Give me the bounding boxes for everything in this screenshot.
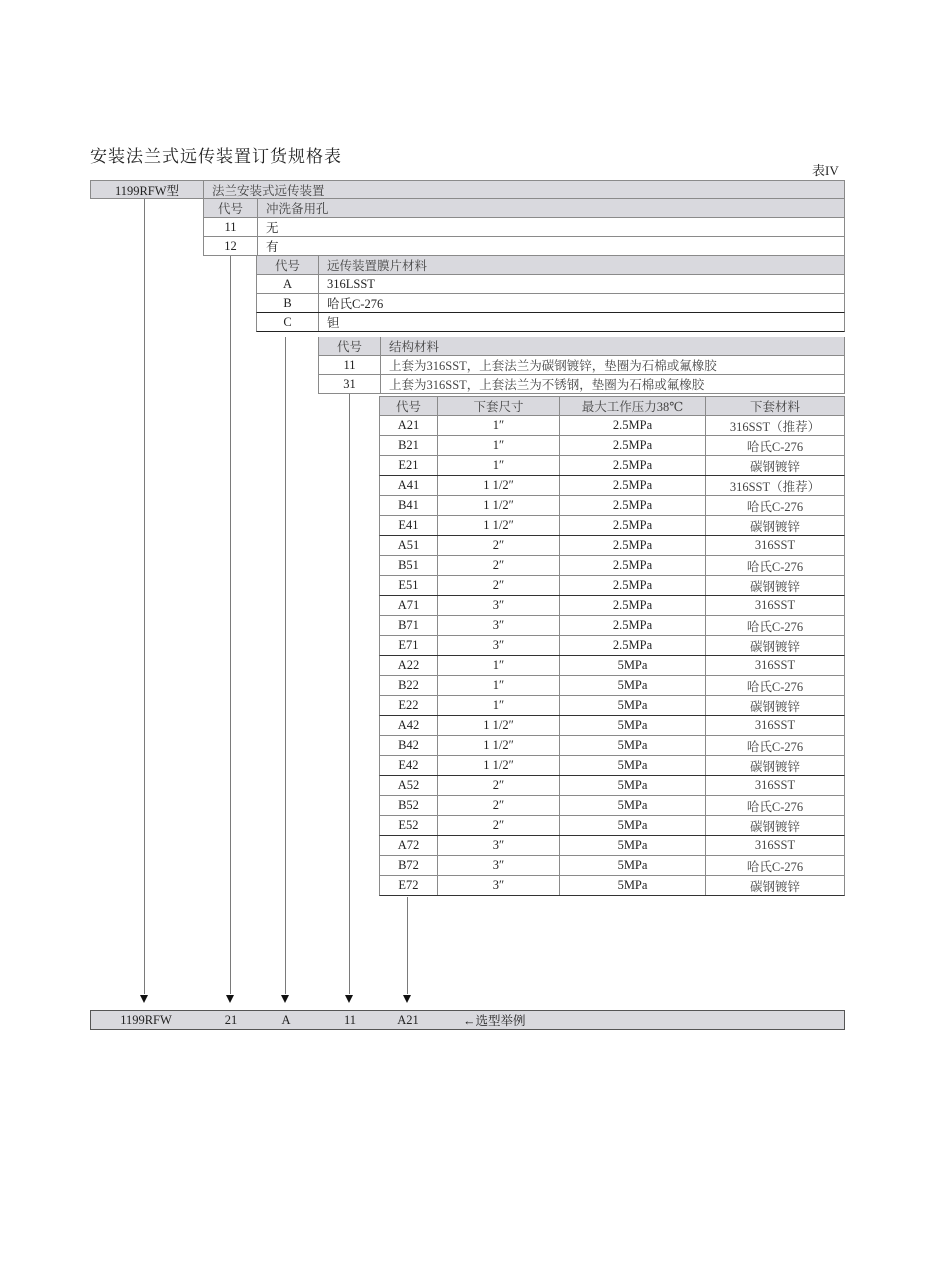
row-pressure: 2.5MPa: [560, 556, 706, 575]
row-code: E21: [380, 456, 438, 475]
arrow-down-icon: [281, 995, 289, 1003]
row-size: 1 1/2″: [438, 736, 560, 755]
example-model: 1199RFW: [120, 1012, 172, 1027]
row-material: 碳钢镀锌: [749, 759, 800, 774]
table-row: [379, 536, 845, 556]
row-material: 316SST（推荐）: [729, 419, 821, 434]
flush-port-header: [203, 199, 845, 218]
arrow-down-icon: [140, 995, 148, 1003]
row-code: B52: [380, 796, 438, 815]
diaphragm-option: [256, 275, 845, 294]
row-pressure: 2.5MPa: [560, 456, 706, 475]
row-material: 哈氏C-276: [746, 439, 804, 454]
flush-port-option: [203, 237, 845, 256]
model-description: 法兰安装式远传装置: [212, 183, 325, 198]
row-material: 碳钢镀锌: [749, 459, 800, 474]
row-size: 1″: [438, 676, 560, 695]
flush-port-label-header: 冲洗备用孔: [266, 202, 329, 216]
option-label: 上套为316SST，上套法兰为碳钢镀锌，垫圈为石棉或氟橡胶: [389, 359, 717, 373]
row-material: 碳钢镀锌: [749, 639, 800, 654]
row-material: 316SST: [754, 778, 796, 792]
diaphragm-code-header: 代号: [257, 256, 319, 274]
row-size: 1″: [438, 416, 560, 435]
table-row: [379, 516, 845, 536]
table-row: [379, 636, 845, 656]
tree-line-model: [144, 199, 145, 994]
row-size: 2″: [438, 796, 560, 815]
row-material: 316SST（推荐）: [729, 479, 821, 494]
table-row: [379, 696, 845, 716]
row-pressure: 5MPa: [560, 816, 706, 835]
tree-line-structure: [349, 394, 350, 994]
header-size: 下套尺寸: [438, 397, 560, 415]
lower-housing-table: [379, 396, 845, 896]
structure-option: [318, 375, 845, 394]
row-material: 碳钢镀锌: [749, 879, 800, 894]
row-size: 1 1/2″: [438, 476, 560, 495]
row-code: B41: [380, 496, 438, 515]
row-pressure: 2.5MPa: [560, 636, 706, 655]
row-code: E51: [380, 576, 438, 595]
row-size: 1″: [438, 456, 560, 475]
row-pressure: 5MPa: [560, 736, 706, 755]
row-material: 哈氏C-276: [746, 799, 804, 814]
arrow-down-icon: [345, 995, 353, 1003]
flush-port-code-header: 代号: [204, 199, 258, 217]
row-size: 3″: [438, 596, 560, 615]
row-pressure: 2.5MPa: [560, 436, 706, 455]
option-label: 316LSST: [327, 276, 375, 291]
table-row: [379, 656, 845, 676]
row-pressure: 5MPa: [560, 876, 706, 895]
table-row: [379, 676, 845, 696]
selection-example-row: [90, 1010, 845, 1030]
row-code: E41: [380, 516, 438, 535]
option-label: 无: [266, 221, 279, 235]
structure-header: [318, 337, 845, 356]
example-label: ←选型举例: [463, 1014, 526, 1028]
row-pressure: 2.5MPa: [560, 596, 706, 615]
row-code: E42: [380, 756, 438, 775]
arrow-down-icon: [226, 995, 234, 1003]
option-label: 钽: [327, 316, 340, 330]
row-size: 3″: [438, 636, 560, 655]
row-code: E52: [380, 816, 438, 835]
row-material: 316SST: [754, 838, 796, 852]
row-pressure: 2.5MPa: [560, 576, 706, 595]
table-id: 表IV: [812, 163, 839, 178]
structure-code-header: 代号: [319, 337, 381, 355]
option-code: A: [257, 275, 319, 293]
row-code: A42: [380, 716, 438, 735]
row-pressure: 5MPa: [560, 796, 706, 815]
table-row: [379, 436, 845, 456]
table-row: [379, 576, 845, 596]
row-code: E71: [380, 636, 438, 655]
option-code: 31: [319, 375, 381, 393]
row-pressure: 5MPa: [560, 696, 706, 715]
diaphragm-label-header: 远传装置膜片材料: [327, 259, 428, 273]
row-code: B42: [380, 736, 438, 755]
table-row: [379, 416, 845, 436]
row-material: 碳钢镀锌: [749, 819, 800, 834]
table-row: [379, 756, 845, 776]
table-row: [379, 616, 845, 636]
row-material: 316SST: [754, 598, 796, 612]
row-pressure: 2.5MPa: [560, 616, 706, 635]
table-row: [379, 736, 845, 756]
table-row: [379, 596, 845, 616]
row-code: B51: [380, 556, 438, 575]
row-material: 316SST: [754, 718, 796, 732]
diaphragm-option: [256, 294, 845, 313]
row-material: 碳钢镀锌: [749, 519, 800, 534]
row-size: 2″: [438, 556, 560, 575]
row-code: A71: [380, 596, 438, 615]
option-code: B: [257, 294, 319, 312]
tree-line-flush-port: [230, 256, 231, 994]
row-pressure: 2.5MPa: [560, 536, 706, 555]
header-pressure: 最大工作压力38℃: [560, 397, 706, 415]
row-size: 2″: [438, 536, 560, 555]
row-code: B21: [380, 436, 438, 455]
row-code: A21: [380, 416, 438, 435]
option-label: 有: [266, 240, 279, 254]
row-material: 碳钢镀锌: [749, 699, 800, 714]
row-pressure: 2.5MPa: [560, 476, 706, 495]
option-code: C: [257, 313, 319, 331]
row-pressure: 5MPa: [560, 716, 706, 735]
row-pressure: 5MPa: [560, 676, 706, 695]
row-pressure: 5MPa: [560, 756, 706, 775]
row-size: 3″: [438, 616, 560, 635]
example-flush-port: 21: [224, 1012, 238, 1027]
row-pressure: 5MPa: [560, 656, 706, 675]
table-row: [379, 856, 845, 876]
option-code: 12: [204, 237, 258, 255]
table-row: [379, 476, 845, 496]
table-row: [379, 456, 845, 476]
row-code: A72: [380, 836, 438, 855]
row-code: A52: [380, 776, 438, 795]
table-row: [379, 816, 845, 836]
row-material: 316SST: [754, 658, 796, 672]
header-material: 下套材料: [749, 400, 800, 414]
tree-line-lower: [407, 897, 408, 994]
row-material: 哈氏C-276: [746, 619, 804, 634]
row-material: 哈氏C-276: [746, 559, 804, 574]
row-material: 碳钢镀锌: [749, 579, 800, 594]
row-size: 3″: [438, 876, 560, 895]
diaphragm-header: [256, 256, 845, 275]
example-lower: A21: [397, 1012, 419, 1027]
row-size: 1″: [438, 436, 560, 455]
model-row: [90, 180, 845, 199]
row-material: 哈氏C-276: [746, 679, 804, 694]
row-material: 哈氏C-276: [746, 859, 804, 874]
option-code: 11: [319, 356, 381, 374]
row-pressure: 2.5MPa: [560, 496, 706, 515]
row-code: A51: [380, 536, 438, 555]
example-diaphragm: A: [281, 1012, 291, 1027]
row-pressure: 5MPa: [560, 836, 706, 855]
option-label: 哈氏C-276: [327, 297, 384, 311]
row-code: B71: [380, 616, 438, 635]
structure-option: [318, 356, 845, 375]
table-row: [379, 836, 845, 856]
header-code: 代号: [380, 397, 438, 415]
row-code: A22: [380, 656, 438, 675]
row-size: 1 1/2″: [438, 516, 560, 535]
row-size: 1″: [438, 656, 560, 675]
option-code: 11: [204, 218, 258, 236]
row-size: 1 1/2″: [438, 756, 560, 775]
row-size: 1 1/2″: [438, 716, 560, 735]
row-pressure: 2.5MPa: [560, 416, 706, 435]
row-size: 2″: [438, 776, 560, 795]
row-pressure: 5MPa: [560, 776, 706, 795]
table-row: [379, 796, 845, 816]
row-pressure: 5MPa: [560, 856, 706, 875]
row-size: 3″: [438, 836, 560, 855]
arrow-down-icon: [403, 995, 411, 1003]
option-label: 上套为316SST，上套法兰为不锈钢，垫圈为石棉或氟橡胶: [389, 378, 705, 392]
row-material: 哈氏C-276: [746, 499, 804, 514]
row-size: 1″: [438, 696, 560, 715]
row-code: B72: [380, 856, 438, 875]
tree-line-diaphragm: [285, 337, 286, 994]
row-size: 2″: [438, 576, 560, 595]
table-row: [379, 716, 845, 736]
row-size: 1 1/2″: [438, 496, 560, 515]
row-material: 哈氏C-276: [746, 739, 804, 754]
flush-port-option: [203, 218, 845, 237]
row-size: 2″: [438, 816, 560, 835]
table-row: [379, 556, 845, 576]
row-pressure: 2.5MPa: [560, 516, 706, 535]
lower-header-row: [379, 396, 845, 416]
model-code: 1199RFW型: [91, 181, 204, 198]
table-row: [379, 876, 845, 896]
page-title: 安装法兰式远传装置订货规格表: [90, 147, 342, 167]
row-code: E72: [380, 876, 438, 895]
example-structure: 11: [343, 1012, 357, 1027]
table-row: [379, 776, 845, 796]
diaphragm-option: [256, 313, 845, 332]
row-code: A41: [380, 476, 438, 495]
row-material: 316SST: [754, 538, 796, 552]
table-row: [379, 496, 845, 516]
row-code: B22: [380, 676, 438, 695]
row-size: 3″: [438, 856, 560, 875]
structure-label-header: 结构材料: [389, 340, 440, 354]
row-code: E22: [380, 696, 438, 715]
